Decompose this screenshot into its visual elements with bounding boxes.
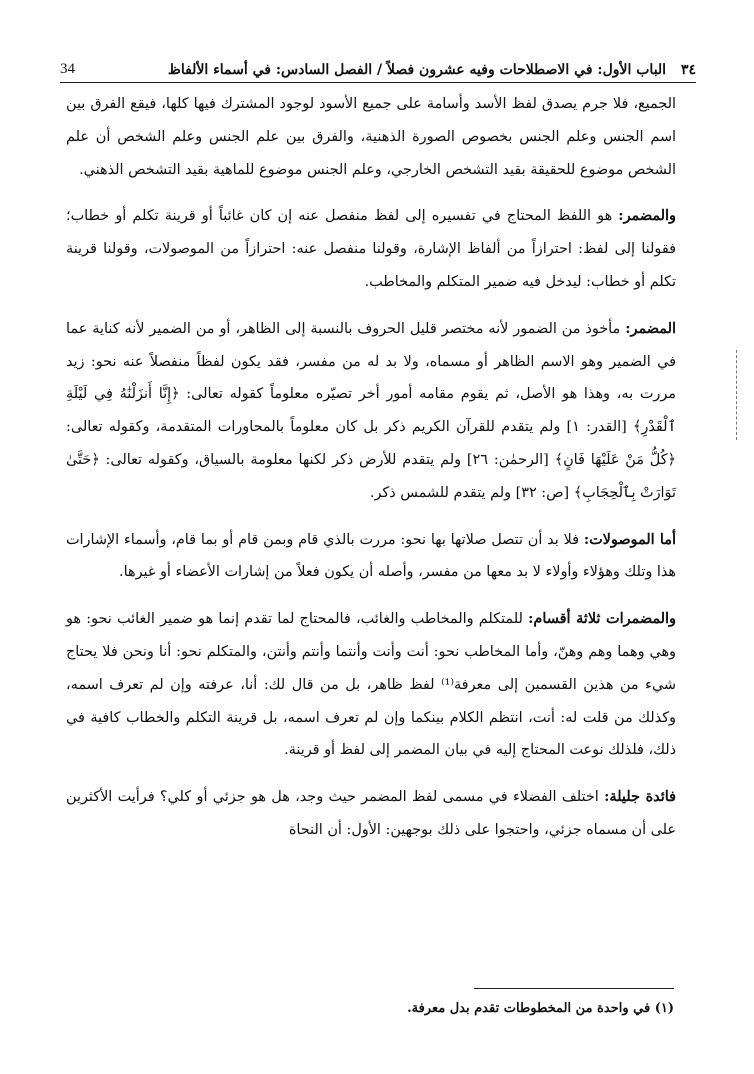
- paragraph-text: الجميع، فلا جرم يصدق لفظ الأسد وأسامة على جميع الأسود لوجود المشترك فيها كلها، فيقع الفرق بين اسم الجنس وعلم الجنس بخصوص الصورة الذهنية، والفرق بين علم الجنس وعلم الشخص أن علم الشخص موضوع للحقيقة بقيد التشخص الخارجي، وعلم الجنس موضوع للماهية بقيد التشخص الذهني.: [66, 96, 676, 178]
- paragraph-text: اختلف الفضلاء في مسمى لفظ المضمر حيث وجد، هل هو جزئي أو كلي؟ فرأيت الأكثرين على أن مسماه جزئي، واحتجوا على ذلك بوجهين: الأول: أن النحاة: [66, 789, 676, 838]
- paragraph-lead: فائدة جليلة:: [604, 788, 677, 806]
- paragraph-mawsulat: [66, 524, 676, 590]
- paragraph-text: مأخوذ من الضمور لأنه مختصر قليل الحروف بالنسبة إلى الظاهر، أو من الضمير لأنه كناية عما في الضمير وهو الاسم الظاهر أو مسماه، ولا بد له من مفسر، فقد يكون لفظاً منفصلاً عنه نحو: زيد مررت به، وهذا هو الأصل، ثم يقوم مقامه أمور أخر تصيّره معلوماً كقوله تعالى: ﴿إِنَّا أَنزَلْنَٰهُ فِي لَيْلَةِ ٱلْقَدْرِ﴾ [القدر: ١] ولم يتقدم للقرآن الكريم ذكر بل كان معلوماً بالمحاورات المتقدمة، وكقوله تعالى: ﴿كُلُّ مَنْ عَلَيْهَا فَانٍ﴾ [الرحمٰن: ٢٦] ولم يتقدم للأرض ذكر لكنها معلومة بالسياق، وكقوله تعالى: ﴿حَتَّىٰ تَوَارَتْ بِٱلْحِجَابِ﴾ [ص: ٣٢] ولم يتقدم للشمس ذكر.: [66, 320, 676, 501]
- main-text: [66, 88, 676, 861]
- running-header: [60, 38, 696, 83]
- paragraph-faida-jalila: [66, 781, 676, 847]
- paragraph-lead: أما الموصولات:: [583, 530, 676, 548]
- running-title: الباب الأول: في الاصطلاحات وفيه عشرون فصلاً / الفصل السادس: في أسماء الألفاظ: [167, 62, 667, 78]
- paragraph-lead: والمضمرات ثلاثة أقسام:: [528, 610, 676, 628]
- paragraph-lead: والمضمر:: [618, 207, 676, 225]
- page-number-arabic: ٣٤: [680, 62, 696, 78]
- footnote-divider: [474, 988, 674, 989]
- running-title-block: [168, 62, 696, 78]
- paragraph-text: فلا بد أن تتصل صلاتها بها نحو: مررت بالذي قام وبمن قام أو بما قام، وأسماء الإشارات هذا وتلك وهؤلاء وأولاء لا بد معها من مفسر، وأصله أن يكون فعلاً من إشارات الأعضاء أو غيرها.: [66, 531, 676, 581]
- paragraph-continuation: [66, 88, 676, 186]
- paragraph-text: للمتكلم والمخاطب والغائب، فالمحتاج لما تقدم إنما هو ضمير الغائب نحو: هو وهي وهما وهم وهنّ، وأما المخاطب نحو: أنت وأنت وأنتما وأنتم وأنتن، والمتكلم نحو: أنا ونحن فلا يحتاج شيء من هذين القسمين إلى معرفة⁽¹⁾ لفظ ظاهر، بل من قال لك: أنا، عرفته وإن لم تعرف اسمه، وكذلك من قلت له: أنت، انتظم الكلام بينكما وإن لم تعرف اسمه، بل قرينة التكلم والخطاب كافية في ذلك، فلذلك نوعت المحتاج إليه في بيان المضمر إلى لفظ أو قرينة.: [66, 611, 676, 759]
- paragraph-text: هو اللفظ المحتاج في تفسيره إلى لفظ منفصل عنه إن كان غائباً أو قرينة تكلم أو خطاب؛ فقولنا إلى لفظ: احترازاً من ألفاظ الإشارة، وقولنا منفصل عنه: احترازاً من الموصولات، وقولنا قرينة تكلم أو خطاب: ليدخل فيه ضمير المتكلم والمخاطب.: [66, 208, 676, 290]
- page-number-latin: 34: [60, 61, 75, 77]
- paragraph-mudmarat-types: [66, 603, 676, 767]
- paragraph-mudmar-etymology: [66, 313, 676, 510]
- footnote: (١) في واحدة من المخطوطات تقدم بدل معرفة.: [407, 1001, 674, 1016]
- margin-mark: [736, 350, 738, 440]
- paragraph-lead: المضمر:: [625, 319, 676, 337]
- paragraph-mudmar-definition: [66, 200, 676, 298]
